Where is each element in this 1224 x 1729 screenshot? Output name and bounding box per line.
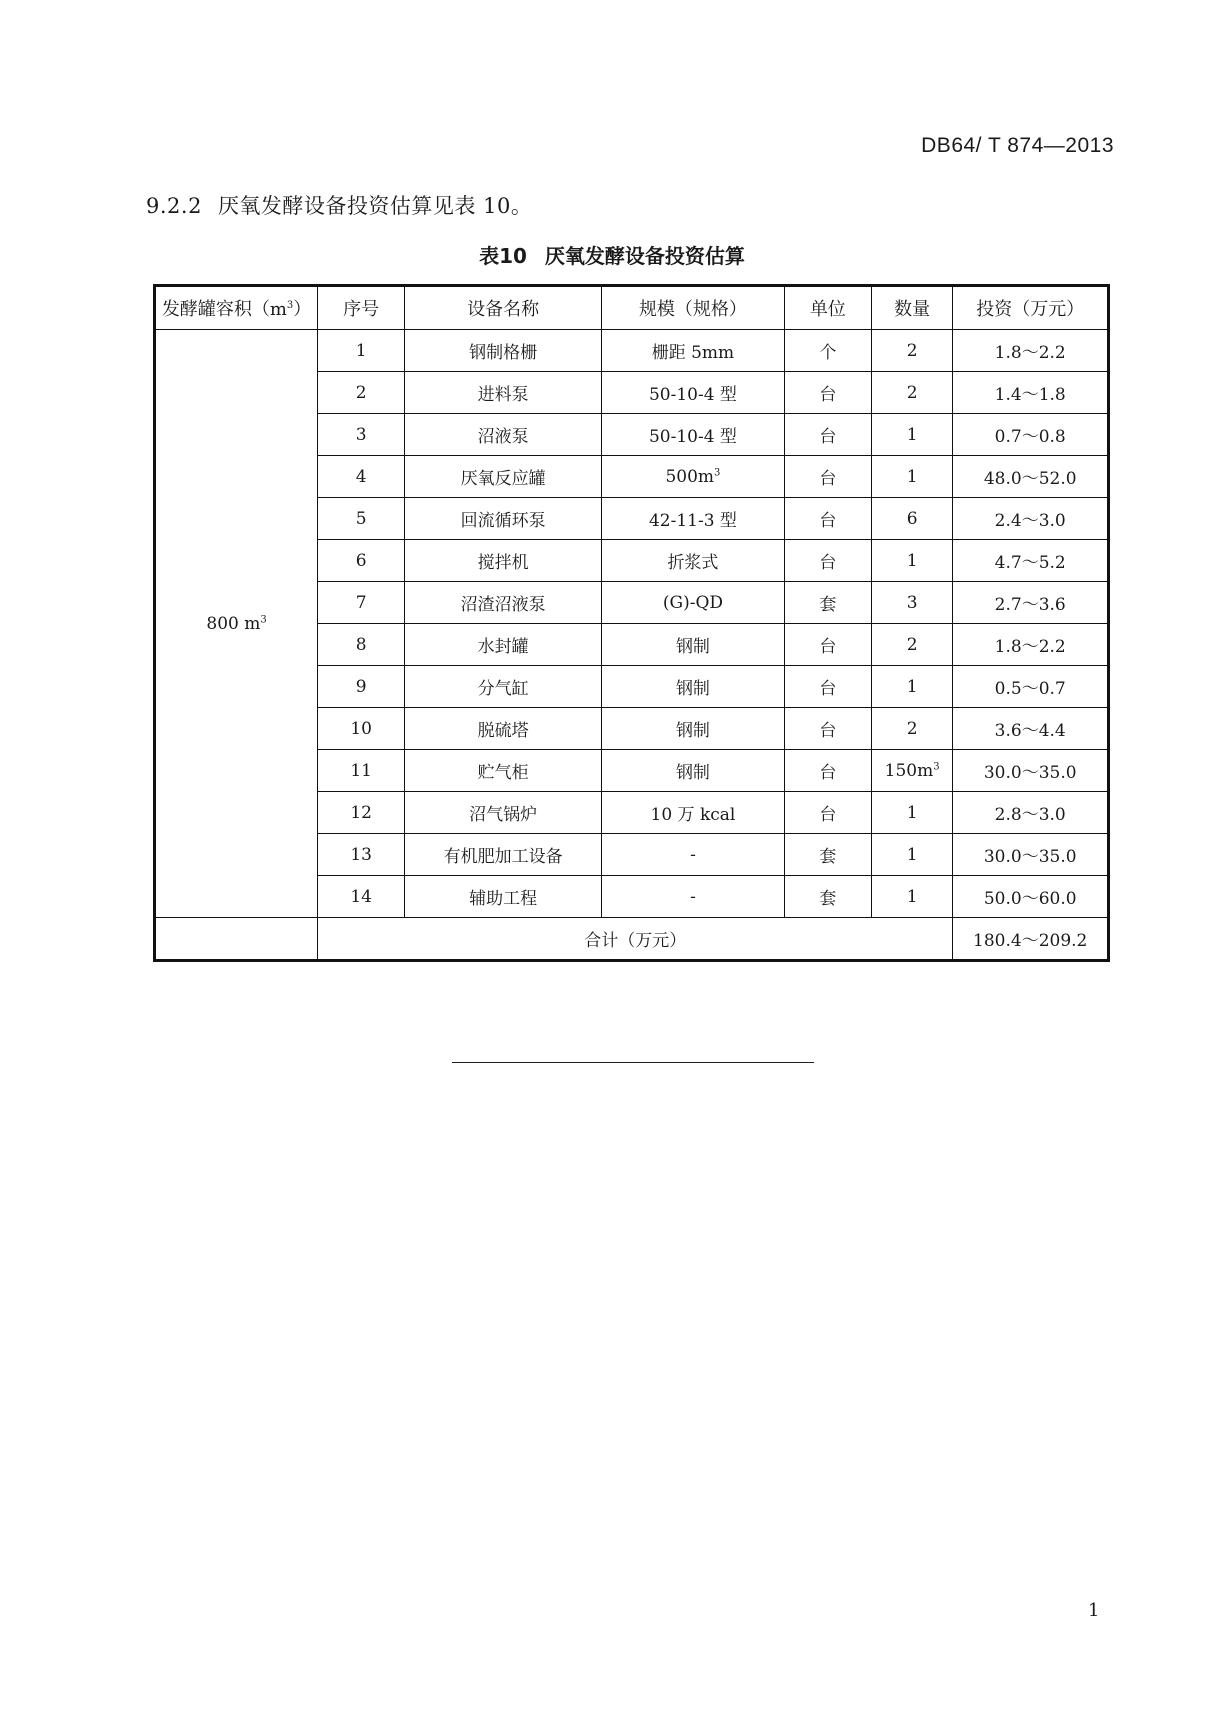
seq-cell: 3 [318,414,405,456]
invest-cell: 1.8～2.2 [953,330,1109,372]
unit-cell: 台 [784,708,871,750]
table-row [155,330,1109,372]
volume-cell: 800 $m^3$ [155,330,318,918]
header-unit: 单位 [784,286,871,330]
name-cell: 沼液泵 [405,414,602,456]
spec-cell: 10 万 kcal [602,792,785,834]
qty-cell: 1 [871,456,953,498]
qty-cell: $150m^3$ [871,750,953,792]
clause-number: 9.2.2 [146,194,202,218]
header-name: 设备名称 [405,286,602,330]
spec-cell: 栅距 5mm [602,330,785,372]
seq-cell: 2 [318,372,405,414]
invest-cell: 0.5～0.7 [953,666,1109,708]
invest-cell: 1.4～1.8 [953,372,1109,414]
qty-cell: 3 [871,582,953,624]
seq-cell: 8 [318,624,405,666]
unit-cell: 套 [784,834,871,876]
invest-cell: 30.0～35.0 [953,750,1109,792]
spec-cell: - [602,834,785,876]
name-cell: 分气缸 [405,666,602,708]
name-cell: 沼渣沼液泵 [405,582,602,624]
qty-cell: 1 [871,876,953,918]
unit-cell: 台 [784,540,871,582]
invest-cell: 1.8～2.2 [953,624,1109,666]
unit-cell: 台 [784,372,871,414]
invest-cell: 2.8～3.0 [953,792,1109,834]
seq-cell: 5 [318,498,405,540]
page-number: 1 [1088,1600,1100,1621]
header-invest: 投资（万元） [953,286,1109,330]
investment-table [153,284,1110,962]
name-cell: 沼气锅炉 [405,792,602,834]
name-cell: 钢制格栅 [405,330,602,372]
spec-cell: 50-10-4 型 [602,414,785,456]
spec-cell: 钢制 [602,666,785,708]
spec-cell: 钢制 [602,750,785,792]
header-qty: 数量 [871,286,953,330]
name-cell: 回流循环泵 [405,498,602,540]
spec-cell: 折浆式 [602,540,785,582]
unit-cell: 台 [784,624,871,666]
unit-cell: 台 [784,456,871,498]
name-cell: 贮气柜 [405,750,602,792]
invest-cell: 0.7～0.8 [953,414,1109,456]
clause-paragraph [146,190,532,220]
invest-cell: 4.7～5.2 [953,540,1109,582]
spec-cell: (G)-QD [602,582,785,624]
invest-cell: 30.0～35.0 [953,834,1109,876]
spec-cell: 42-11-3 型 [602,498,785,540]
spec-cell: 钢制 [602,708,785,750]
total-blank-cell [155,918,318,961]
seq-cell: 11 [318,750,405,792]
invest-cell: 2.7～3.6 [953,582,1109,624]
total-value: 180.4～209.2 [953,918,1109,961]
name-cell: 脱硫塔 [405,708,602,750]
qty-cell: 2 [871,708,953,750]
qty-cell: 6 [871,498,953,540]
qty-cell: 1 [871,666,953,708]
spec-cell: - [602,876,785,918]
name-cell: 水封罐 [405,624,602,666]
unit-cell: 台 [784,792,871,834]
unit-cell: 台 [784,666,871,708]
name-cell: 搅拌机 [405,540,602,582]
qty-cell: 1 [871,540,953,582]
header-volume: 发酵罐容积$(m^3)$ [155,286,318,330]
seq-cell: 10 [318,708,405,750]
unit-cell: 套 [784,582,871,624]
table-caption: 厌氧发酵设备投资估算 [544,244,745,268]
total-label: 合计（万元） [318,918,953,961]
qty-cell: 1 [871,834,953,876]
seq-cell: 6 [318,540,405,582]
spec-cell: 50-10-4 型 [602,372,785,414]
name-cell: 厌氧反应罐 [405,456,602,498]
name-cell: 辅助工程 [405,876,602,918]
qty-cell: 2 [871,624,953,666]
invest-cell: 3.6～4.4 [953,708,1109,750]
unit-cell: 套 [784,876,871,918]
table-number: 表10 [479,244,527,268]
unit-cell: 台 [784,750,871,792]
total-row [155,918,1109,961]
header-seq: 序号 [318,286,405,330]
qty-cell: 1 [871,414,953,456]
end-of-document-rule [452,1062,814,1063]
unit-cell: 台 [784,414,871,456]
clause-text: 厌氧发酵设备投资估算见表 10。 [217,194,533,218]
seq-cell: 12 [318,792,405,834]
seq-cell: 9 [318,666,405,708]
table-header-row [155,286,1109,330]
qty-cell: 2 [871,330,953,372]
document-code: DB64/ T 874—2013 [921,134,1114,157]
name-cell: 进料泵 [405,372,602,414]
seq-cell: 7 [318,582,405,624]
header-spec: 规模（规格） [602,286,785,330]
qty-cell: 2 [871,372,953,414]
seq-cell: 4 [318,456,405,498]
unit-cell: 个 [784,330,871,372]
qty-cell: 1 [871,792,953,834]
seq-cell: 13 [318,834,405,876]
invest-cell: 48.0～52.0 [953,456,1109,498]
invest-cell: 50.0～60.0 [953,876,1109,918]
seq-cell: 14 [318,876,405,918]
name-cell: 有机肥加工设备 [405,834,602,876]
spec-cell: $500m^3$ [602,456,785,498]
seq-cell: 1 [318,330,405,372]
invest-cell: 2.4～3.0 [953,498,1109,540]
unit-cell: 台 [784,498,871,540]
spec-cell: 钢制 [602,624,785,666]
table-title [0,240,1224,269]
